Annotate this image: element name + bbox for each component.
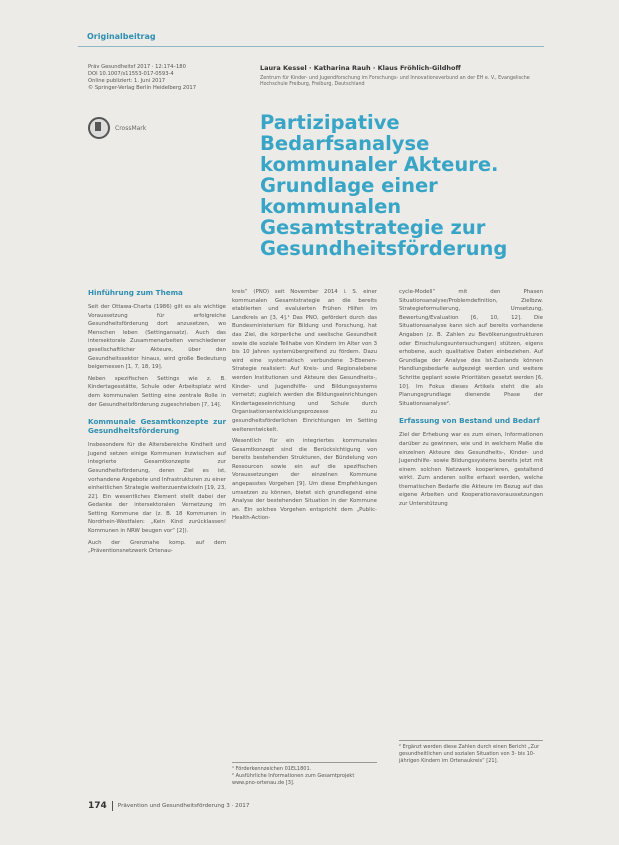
doi-line: DOI 10.1007/s11553-017-0593-4 [88,71,174,77]
paragraph: Ziel der Erhebung war es zum einen, Informationen darüber zu gewinnen, wie und in welchem Maße die einzelnen Akteure des Gesundheits-, Kinder- und Jugendhilfe- sowie Bildungssystems bereits jetzt mit einem solchen Netzwerk kooperieren, gestaltend wirkt. Zum anderen sollte erfasst werden, welche thematischen Bedarfe die Akteure im Bezug auf das eigene Arbeiten und Kooperationsvoraussetzungen zur Unterstützung [399,432,543,508]
footnote: ² Ergänzt werden diese Zahlen durch einen Bericht „Zur gesundheitlichen und sozialen Situation von 3- bis 10-jährigen Kindern im Ortenaukreis“ [21]. [399,744,540,764]
section-heading: Erfassung von Bestand und Bedarf [399,416,540,426]
page-number: 174 [88,801,107,811]
text-column-middle [232,288,377,526]
article-title: Partizipative Bedarfsanalyse kommunaler Akteure. Grundlage einer kommunalen Gesamtstrategie zur Gesundheitsförderung [260,111,508,260]
author-list [260,64,461,72]
footnotes-right [399,740,543,765]
footnotes-middle [232,762,377,787]
published-line: Online publiziert: 1. Juni 2017 [88,78,166,84]
section-heading: Kommunale Gesamtkonzepte zur Gesundheitsförderung [88,417,226,436]
paragraph: Neben spezifischen Settings wie z. B. Kindertagesstätte, Schule oder Arbeitsplatz wird dem kommunalen Setting eine zentrale Rolle in der Gesundheitsförderung zugeschrieben [7, 14]. [88,375,226,408]
crossmark-badge[interactable] [88,117,146,139]
citation-meta [88,64,196,92]
author-names: Laura Kessel · Katharina Rauh · Klaus Fröhlich-Gildhoff [260,64,461,72]
paragraph: cycle-Modell“ mit den Phasen Situationsanalyse/Problemdefinition, Zielbzw. Strategieformulierung, Umsetzung, Bewertung/Evaluation [6, 10, 12]. Die Situationsanalyse kann sich auf bereits vorhandene Angaben (z. B. Zahlen zu Bevölkerungsstrukturen oder Einschulungsuntersuchungen) stützen, eigens erhobene, auch qualitative Daten einbeziehen. Auf Grundlage der Analyse des Ist-Zustands können Handlungsbedarfe aufgezeigt werden und weitere Schritte geplant sowie Prioritäten gesetzt werden [6, 10]. Im Fokus dieses Artikels steht die als Planungsgrundlage dienende Phase der Situationsanalyse². [399,289,543,407]
page-footer [88,801,249,811]
section-heading: Hinführung zum Thema [88,288,183,297]
text-column-left [88,288,226,559]
footer-divider [112,801,113,811]
paragraph: Insbesondere für die Altersbereiche Kindheit und Jugend setzen einige Kommunen inzwischen auf integrierte Gesamtkonzepte zur Gesundheitsförderung, deren Ziel es ist, vorhandene Angebote und Infrastrukturen zu einer einheitlichen Strategie weiterzuentwickeln [19, 23, 22]. Ein wesentliches Element stellt dabei der Gedanke der intersektoralen Vernetzung im Setting Kommune dar (z. B. 18 Kommunen in Nordrhein-Westfalen: „Kein Kind zurücklassen! Kommunen in NRW beugen vor“ [2]). [88,442,226,535]
crossmark-label: CrossMark [115,124,147,132]
paragraph: kreis“ (PNO) seit November 2014 i. S. einer kommunalen Gesamtstrategie an die bereits etablierten und evaluierten Frühen Hilfen im Landkreis an [3, 4].¹ Das PNO, gefördert durch das Bundesministerium für Bildung und Forschung, hat das Ziel, die körperliche und seelische Gesundheit sowie die soziale Teilhabe von Kindern im Alter von 3 bis 10 Jahren systemübergreifend zu fördern. Dazu wird eine systematisch verbundene 3-Ebenen-Strategie realisiert: Auf Kreis- und Regionalebene werden Institutionen und Akteure des Gesundheits-, Kinder- und Jugendhilfe- und Bildungssystems vernetzt; zugleich werden die Bildungseinrichtungen Kindertageseinrichtung und Schule durch Organisationsentwicklungsprozesse zu gesundheitsförderlichen Einrichtungen im Setting weiterentwickelt. [232,289,377,433]
paragraph: Auch der Grenznahe komp. auf dem „Präventionsnetzwerk Ortenau- [88,539,226,555]
citation-line: Präv Gesundheitsf 2017 · 12:174–180 [88,64,186,70]
article-category: Originalbeitrag [87,32,156,41]
paragraph: Seit der Ottawa-Charta (1986) gilt es als wichtige Voraussetzung für erfolgreiche Gesundheitsförderung dort anzusetzen, wo Menschen leben (Settingansatz). Auch das intersektorale Zusammenarbeiten verschiedener gesellschaftlicher Akteure, über den Gesundheitssektor hinaus, wird große Bedeutung beigemessen [1, 7, 18, 19]. [88,304,226,371]
crossmark-icon [88,117,110,139]
text-column-right [399,288,543,512]
paragraph: Wesentlich für ein integriertes kommunales Gesamtkonzept sind die Berücksichtigung von bereits bestehenden Strukturen, der Bündelung von Ressourcen sowie ein auf die spezifischen Voraussetzungen der einzelnen Kommune angepasstes Vorgehen [9]. Um diese Empfehlungen umsetzen zu können, bietet sich grundlegend eine Analyse der bestehenden Situation in der Kommune an. Ein solches Vorgehen entspricht dem „Public-Health-Action- [232,438,377,522]
copyright-line: © Springer-Verlag Berlin Heidelberg 2017 [88,85,196,91]
footnote: ¹ Förderkennzeichen 01EL1801. [232,766,312,772]
footnote: ² Ausführliche Informationen zum Gesamtprojekt www.pno-ortenau.de [3]. [232,773,355,786]
journal-name: Prävention und Gesundheitsförderung 3 · 2017 [117,803,250,809]
author-affiliation: Zentrum für Kinder- und Jugendforschung im Forschungs- und Innovationsverbund an der EH e. V., Evangelische Hochschule Freiburg, Freiburg, Deutschland [260,76,530,87]
